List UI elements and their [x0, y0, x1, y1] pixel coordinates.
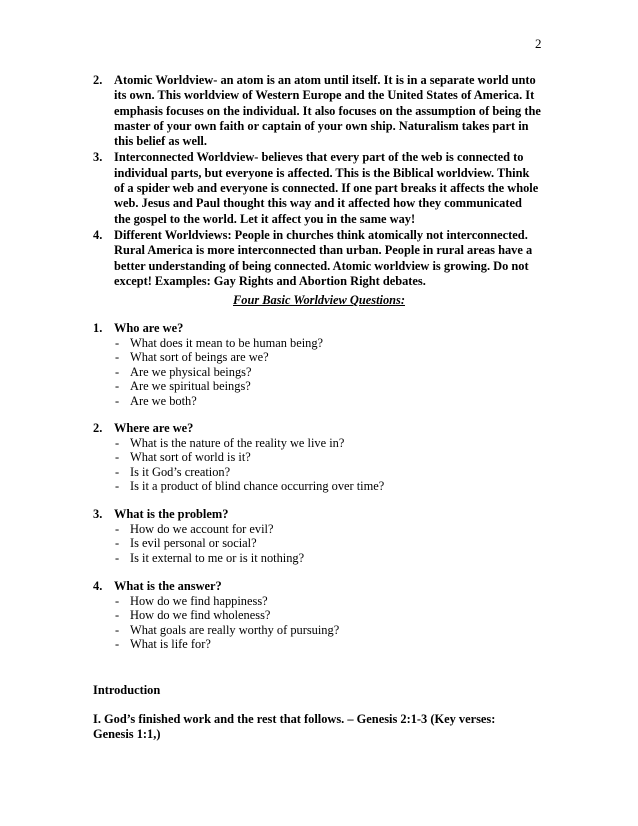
question-subitem — [93, 350, 553, 365]
questions-heading: Four Basic Worldview Questions: — [232, 293, 405, 307]
item-number: 2. — [93, 73, 103, 87]
question-subitem — [93, 450, 553, 465]
section-heading — [93, 712, 563, 742]
question-text: What is the answer? — [114, 579, 222, 593]
dash-bullet: - — [115, 350, 120, 365]
question-number: 4. — [93, 579, 103, 593]
question-subitem — [93, 394, 553, 409]
question-title — [93, 321, 553, 336]
dash-bullet: - — [115, 479, 120, 494]
item-line: Interconnected Worldview- believes that every part of the web is connected to — [114, 150, 524, 165]
question-title — [93, 507, 553, 522]
question-subitem — [93, 465, 553, 480]
dash-bullet: - — [115, 464, 120, 479]
subitem-text: How do we find wholeness? — [130, 608, 271, 623]
worldview-item — [93, 73, 551, 149]
item-number: 4. — [93, 227, 103, 242]
item-line: its own. This worldview of Western Europe and the United States of America. It — [114, 88, 535, 103]
item-line: the gospel to the world. Let it affect you in the same way! — [114, 211, 416, 226]
question-subitem — [93, 623, 553, 638]
item-line: Rural America is more interconnected than urban. People in rural areas have a — [114, 243, 533, 258]
question-number: 3. — [93, 507, 103, 521]
question-title — [93, 579, 553, 594]
item-line: Different Worldviews: People in churches think atomically not interconnected. — [114, 227, 528, 242]
subitem-text: Are we spiritual beings? — [130, 379, 251, 394]
dash-bullet: - — [115, 364, 120, 379]
item-line: except! Examples: Gay Rights and Abortion Right debates. — [114, 273, 426, 288]
question-subitem — [93, 594, 553, 609]
question-text: Where are we? — [114, 421, 194, 435]
question-subitem — [93, 536, 553, 551]
subitem-text: What goals are really worthy of pursuing? — [130, 622, 340, 637]
subitem-text: Is it God’s creation? — [130, 464, 231, 479]
question-subitem — [93, 365, 553, 380]
question-subitem — [93, 379, 553, 394]
introduction-heading: Introduction — [93, 683, 161, 697]
subitem-text: Is it a product of blind chance occurring over time? — [130, 479, 385, 494]
question-block — [93, 579, 553, 652]
dash-bullet: - — [115, 450, 120, 465]
subitem-text: Are we both? — [130, 393, 197, 408]
item-line: this belief as well. — [114, 134, 207, 149]
question-text: What is the problem? — [114, 507, 229, 521]
item-line: Atomic Worldview- an atom is an atom until itself. It is in a separate world unto — [114, 73, 536, 87]
worldview-list — [93, 73, 551, 290]
worldview-item — [93, 228, 551, 289]
dash-bullet: - — [115, 536, 120, 551]
question-subitem — [93, 551, 553, 566]
question-number: 2. — [93, 421, 103, 435]
dash-bullet: - — [115, 593, 120, 608]
subitem-text: How do we account for evil? — [130, 521, 274, 536]
question-title — [93, 421, 553, 436]
dash-bullet: - — [115, 393, 120, 408]
question-block — [93, 507, 553, 565]
subitem-text: Is evil personal or social? — [130, 536, 257, 551]
subitem-text: What does it mean to be human being? — [130, 335, 324, 350]
dash-bullet: - — [115, 521, 120, 536]
question-number: 1. — [93, 321, 103, 335]
question-subitem — [93, 436, 553, 451]
question-subitem — [93, 336, 553, 351]
dash-bullet: - — [115, 622, 120, 637]
section-line: Genesis 1:1,) — [93, 727, 161, 741]
worldview-item — [93, 150, 551, 226]
item-line: of a spider web and everyone is connected. If one part breaks it affects the whole — [114, 181, 539, 196]
item-line: emphasis focuses on the individual. It also focuses on the assumption of being the — [114, 103, 541, 118]
item-line: web. Jesus and Paul thought this way and it affected how they communicated — [114, 196, 522, 211]
subitem-text: What sort of beings are we? — [130, 350, 269, 365]
question-text: Who are we? — [114, 321, 184, 335]
dash-bullet: - — [115, 335, 120, 350]
dash-bullet: - — [115, 435, 120, 450]
question-subitem — [93, 479, 553, 494]
question-subitem — [93, 637, 553, 652]
dash-bullet: - — [115, 550, 120, 565]
subitem-text: What is the nature of the reality we live in? — [130, 435, 345, 450]
subitem-text: What is life for? — [130, 637, 211, 652]
dash-bullet: - — [115, 379, 120, 394]
item-line: master of your own faith or captain of your own ship. Naturalism takes part in — [114, 118, 529, 133]
dash-bullet: - — [115, 637, 120, 652]
question-subitem — [93, 608, 553, 623]
subitem-text: Is it external to me or is it nothing? — [130, 550, 305, 565]
question-subitem — [93, 522, 553, 537]
question-block — [93, 321, 553, 409]
subitem-text: What sort of world is it? — [130, 450, 251, 465]
subitem-text: Are we physical beings? — [130, 364, 252, 379]
item-line: individual parts, but everyone is affected. This is the Biblical worldview. Think — [114, 165, 530, 180]
item-line: better understanding of being connected. Atomic worldview is growing. Do not — [114, 258, 529, 273]
section-line: I. God’s finished work and the rest that follows. – Genesis 2:1-3 (Key verses: — [93, 712, 496, 726]
question-block — [93, 421, 553, 494]
dash-bullet: - — [115, 608, 120, 623]
item-number: 3. — [93, 150, 103, 165]
page-number: 2 — [535, 36, 542, 51]
subitem-text: How do we find happiness? — [130, 593, 268, 608]
